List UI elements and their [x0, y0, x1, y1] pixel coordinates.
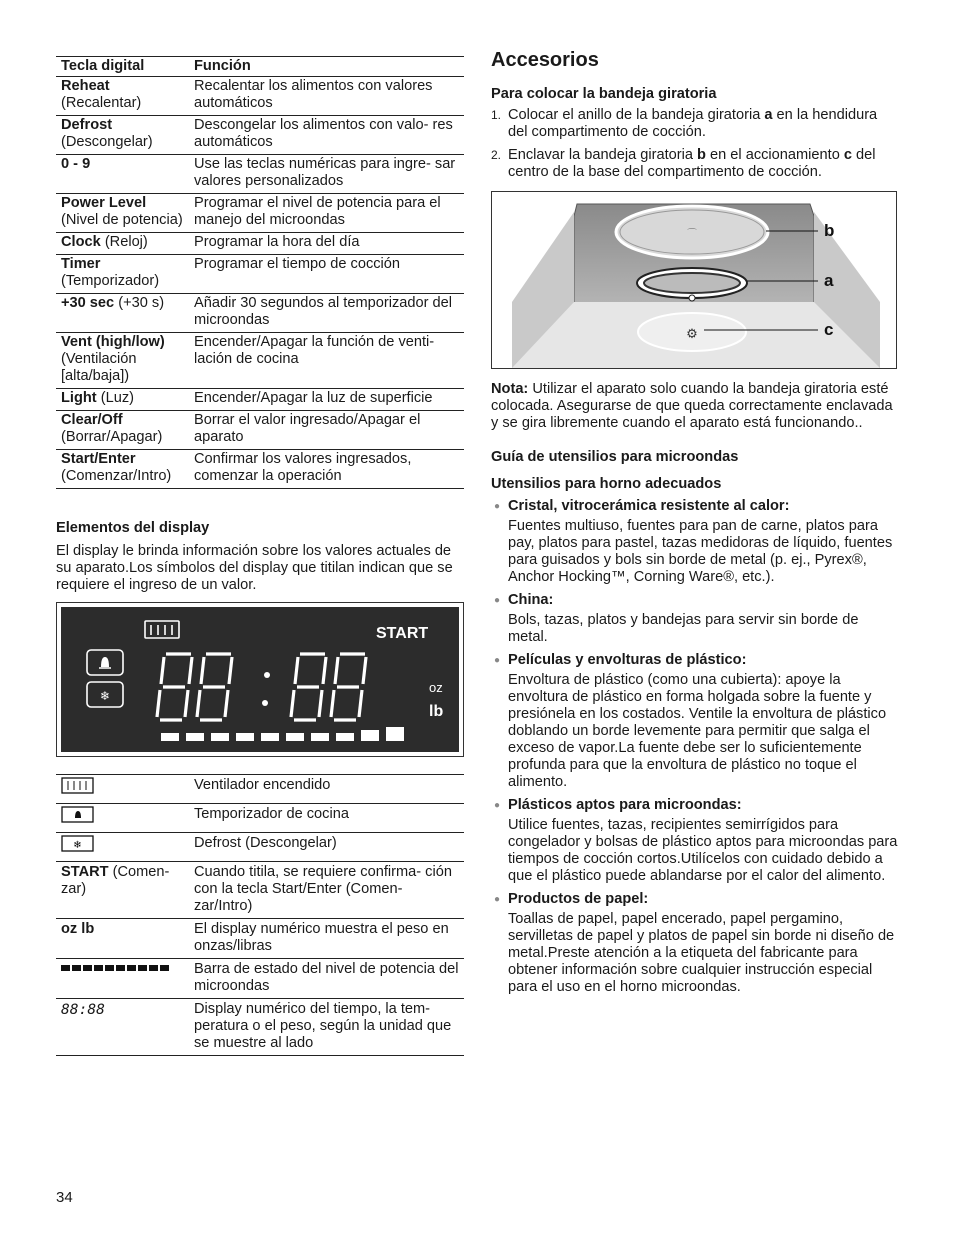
- key-name: Start/Enter: [61, 451, 136, 467]
- power-bar-segment: [261, 733, 279, 741]
- note-text: Utilizar el aparato solo cuando la bandeja giratoria esté colocada. Asegurarse de que queda correctamente enclavada y se gira libremente cuando el aparato está funcionando..: [491, 381, 893, 431]
- step-text: Colocar el anillo de la bandeja giratoria: [508, 107, 765, 123]
- table-row: [56, 233, 464, 255]
- symbol-text: (Comen- zar): [61, 864, 170, 897]
- utensil-description: Toallas de papel, papel encerado, papel pergamino, servilletas de papel y platos de papel sin borde ni diseño de metal.Preste atención a la etiqueta del fabricante para obtener información sobre cualquier instrucción especial para el uso en el horno microondas.: [508, 911, 895, 995]
- utensil-title: Películas y envolturas de plástico:: [508, 652, 747, 668]
- bell-icon: [61, 812, 95, 828]
- function-cell: Programar el nivel de potencia para el manejo del microondas: [189, 194, 464, 233]
- power-bar-segment: [211, 733, 229, 741]
- meaning-cell: Barra de estado del nivel de potencia del microondas: [189, 959, 464, 999]
- turntable-heading: Para colocar la bandeja giratoria: [491, 86, 717, 102]
- symbol-cell: [56, 919, 189, 959]
- table-row: [56, 116, 464, 155]
- utensil-description: Envoltura de plástico (como una cubierta): apoye la envoltura de plástico en forma holgada sobre la fuente y presiónela en los costados. Ventile la envoltura de plástico doblando un borde levemente para permitir que salga el exceso de vapor.La fuente debe ser lo suficientemente profunda para que la envoltura de plástico no toque el alimento.: [508, 672, 887, 790]
- step-item: [491, 107, 899, 141]
- key-name: Clock: [61, 234, 101, 250]
- key-function-table: [56, 56, 464, 489]
- power-bar-segment: [361, 730, 379, 741]
- table-row: [56, 919, 464, 959]
- key-translation: (Reloj): [104, 234, 148, 250]
- turntable-steps: [491, 107, 899, 181]
- function-cell: Confirmar los valores ingresados, comenzar la operación: [189, 450, 464, 489]
- utensil-title: China:: [508, 592, 554, 608]
- start-indicator: START: [376, 625, 429, 642]
- key-cell: [56, 294, 189, 333]
- power-bar-segment: [286, 733, 304, 741]
- power-bar-segment: [386, 727, 404, 741]
- bullet-icon: ●: [494, 894, 501, 905]
- utensils-suitable-heading: Utensilios para horno adecuados: [491, 476, 722, 492]
- key-translation: (Comenzar/Intro): [61, 468, 172, 484]
- power-bar-icon: [61, 961, 173, 977]
- function-cell: Use las teclas numéricas para ingre- sar valores personalizados: [189, 155, 464, 194]
- list-item: [491, 797, 899, 885]
- key-translation: (+30 s): [118, 295, 165, 311]
- svg-text:⌒: ⌒: [687, 229, 697, 240]
- table-row: [56, 389, 464, 411]
- key-cell: [56, 389, 189, 411]
- note-label: Nota:: [491, 381, 529, 397]
- page-number: 34: [56, 1189, 73, 1206]
- key-cell: [56, 233, 189, 255]
- accessories-title: Accesorios: [491, 49, 599, 71]
- bullet-icon: ●: [494, 595, 501, 606]
- colon-dot: [264, 672, 270, 678]
- symbol-text: 88:88: [61, 1001, 105, 1018]
- step-text: Enclavar la bandeja giratoria: [508, 147, 698, 163]
- key-cell: [56, 155, 189, 194]
- key-name: 0 - 9: [61, 156, 91, 172]
- list-item: [491, 592, 899, 646]
- function-cell: Programar el tiempo de cocción: [189, 255, 464, 294]
- meaning-cell: Display numérico del tiempo, la tem- peratura o el peso, según la unidad que se muestre al lado: [189, 999, 464, 1056]
- part-letter: a: [764, 107, 773, 123]
- bullet-icon: ●: [494, 655, 501, 666]
- meaning-cell: Defrost (Descongelar): [189, 833, 464, 862]
- step-number: 2.: [491, 148, 502, 162]
- function-cell: Encender/Apagar la función de venti- lación de cocina: [189, 333, 464, 389]
- function-cell: Borrar el valor ingresado/Apagar el aparato: [189, 411, 464, 450]
- svg-text:❄: ❄: [99, 689, 111, 703]
- key-translation: (Ventilación [alta/baja]): [61, 351, 137, 384]
- key-translation: (Nivel de potencia): [61, 212, 183, 228]
- table-row: [56, 333, 464, 389]
- display-heading: Elementos del display: [56, 520, 210, 536]
- key-name: Vent (high/low): [61, 334, 165, 350]
- colon-dot: [262, 700, 268, 706]
- table-row: [56, 775, 464, 804]
- list-item: [491, 498, 899, 586]
- bullet-icon: ●: [494, 800, 501, 811]
- display-section: [56, 520, 464, 594]
- utensil-description: Bols, tazas, platos y bandejas para servir sin borde de metal.: [508, 612, 859, 645]
- table-row: [56, 804, 464, 833]
- symbol-cell: [56, 959, 189, 999]
- table-row: [56, 862, 464, 919]
- function-cell: Programar la hora del día: [189, 233, 464, 255]
- right-column: [491, 48, 899, 1002]
- function-cell: Recalentar los alimentos con valores automáticos: [189, 77, 464, 116]
- key-name: Light: [61, 390, 97, 406]
- step-number: 1.: [491, 108, 502, 122]
- key-translation: (Recalentar): [61, 95, 142, 111]
- label-b: b: [824, 221, 835, 240]
- fan-icon: [61, 783, 95, 799]
- key-cell: [56, 333, 189, 389]
- label-c: c: [824, 320, 834, 339]
- key-name: Clear/Off: [61, 412, 123, 428]
- table-row: [56, 833, 464, 862]
- key-cell: [56, 255, 189, 294]
- list-item: [491, 891, 899, 996]
- table-row: [56, 194, 464, 233]
- key-translation: (Borrar/Apagar): [61, 429, 163, 445]
- meaning-cell: Ventilador encendido: [189, 775, 464, 804]
- table-row: [56, 77, 464, 116]
- table-row: [56, 999, 464, 1056]
- defrost-icon: [61, 841, 95, 857]
- table-row: [56, 155, 464, 194]
- label-a: a: [824, 271, 834, 290]
- table-row: [56, 294, 464, 333]
- svg-text:⚙: ⚙: [686, 327, 698, 342]
- part-letter: c: [843, 147, 852, 163]
- utensil-title: Plásticos aptos para microondas:: [508, 797, 742, 813]
- table-row: [56, 411, 464, 450]
- key-cell: [56, 116, 189, 155]
- symbol-cell: [56, 862, 189, 919]
- table-row: [56, 450, 464, 489]
- power-bar-segment: [311, 733, 329, 741]
- display-description: El display le brinda información sobre los valores actuales de su aparato.Los símbolos del display que titilan indican que se requiere el ingreso de un valor.: [56, 543, 453, 593]
- display-panel-graphic: [61, 607, 459, 752]
- key-name: Timer: [61, 256, 101, 272]
- key-name: Reheat: [61, 78, 110, 94]
- symbol-name: oz lb: [61, 921, 95, 937]
- function-cell: Descongelar los alimentos con valo- res automáticos: [189, 116, 464, 155]
- step-text: del centro de la base del compartimento de cocción.: [508, 147, 876, 180]
- utensil-title: Cristal, vitrocerámica resistente al calor:: [508, 498, 790, 514]
- utensil-description: Utilice fuentes, tazas, recipientes semirrígidos para congelador y bolsas de plástico aptos para microondas para tiempos de cocción cortos.Utilícelos con cuidado debido a que el plástico puede ablandarse por el calor del alimento.: [508, 817, 898, 884]
- utensil-list: [491, 498, 899, 996]
- key-cell: [56, 77, 189, 116]
- key-name: Power Level: [61, 195, 147, 211]
- symbol-cell: [56, 804, 189, 833]
- turntable-illustration: [492, 192, 896, 368]
- key-name: +30 sec: [61, 295, 115, 311]
- step-text: en el accionamiento: [705, 147, 844, 163]
- table-row: [56, 255, 464, 294]
- utensils-guide-heading: Guía de utensilios para microondas: [491, 449, 739, 465]
- key-cell: [56, 411, 189, 450]
- oz-indicator: oz: [429, 680, 443, 695]
- part-letter: b: [697, 147, 706, 163]
- symbol-cell: [56, 999, 189, 1056]
- key-translation: (Descongelar): [61, 134, 153, 150]
- meaning-cell: Temporizador de cocina: [189, 804, 464, 833]
- step-item: [491, 147, 899, 181]
- header-key: Tecla digital: [56, 57, 189, 77]
- power-bar-segment: [336, 733, 354, 741]
- note: [491, 381, 899, 432]
- utensil-description: Fuentes multiuso, fuentes para pan de carne, platos para pay, platos para pastel, tazas medidoras de líquido, fuentes para guisados y bols sin borde de metal (p. ej., Pyrex®, Anchor Hocking™, Corning Ware®, etc.).: [508, 518, 893, 585]
- symbol-cell: [56, 833, 189, 862]
- key-translation: (Luz): [100, 390, 134, 406]
- svg-text:❄: ❄: [73, 840, 82, 851]
- key-cell: [56, 450, 189, 489]
- key-name: Defrost: [61, 117, 113, 133]
- display-panel: [56, 602, 464, 757]
- turntable-diagram: [491, 191, 897, 369]
- utensil-title: Productos de papel:: [508, 891, 649, 907]
- function-cell: Añadir 30 segundos al temporizador del microondas: [189, 294, 464, 333]
- symbol-name: START: [61, 864, 109, 880]
- lb-indicator: lb: [429, 703, 444, 720]
- meaning-cell: El display numérico muestra el peso en onzas/libras: [189, 919, 464, 959]
- list-item: [491, 652, 899, 791]
- key-translation: (Temporizador): [61, 273, 160, 289]
- left-column: [56, 56, 464, 1051]
- power-bar-segment: [236, 733, 254, 741]
- power-bar-segment: [161, 733, 179, 741]
- header-function: Función: [189, 57, 464, 77]
- key-cell: [56, 194, 189, 233]
- meaning-cell: Cuando titila, se requiere confirma- ción con la tecla Start/Enter (Comen- zar/Intro): [189, 862, 464, 919]
- bullet-icon: ●: [494, 501, 501, 512]
- step-text: en la hendidura del compartimento de cocción.: [508, 107, 878, 140]
- table-row: [56, 959, 464, 999]
- icon-legend-table: [56, 774, 464, 1056]
- function-cell: Encender/Apagar la luz de superficie: [189, 389, 464, 411]
- symbol-cell: [56, 775, 189, 804]
- power-bar-segment: [186, 733, 204, 741]
